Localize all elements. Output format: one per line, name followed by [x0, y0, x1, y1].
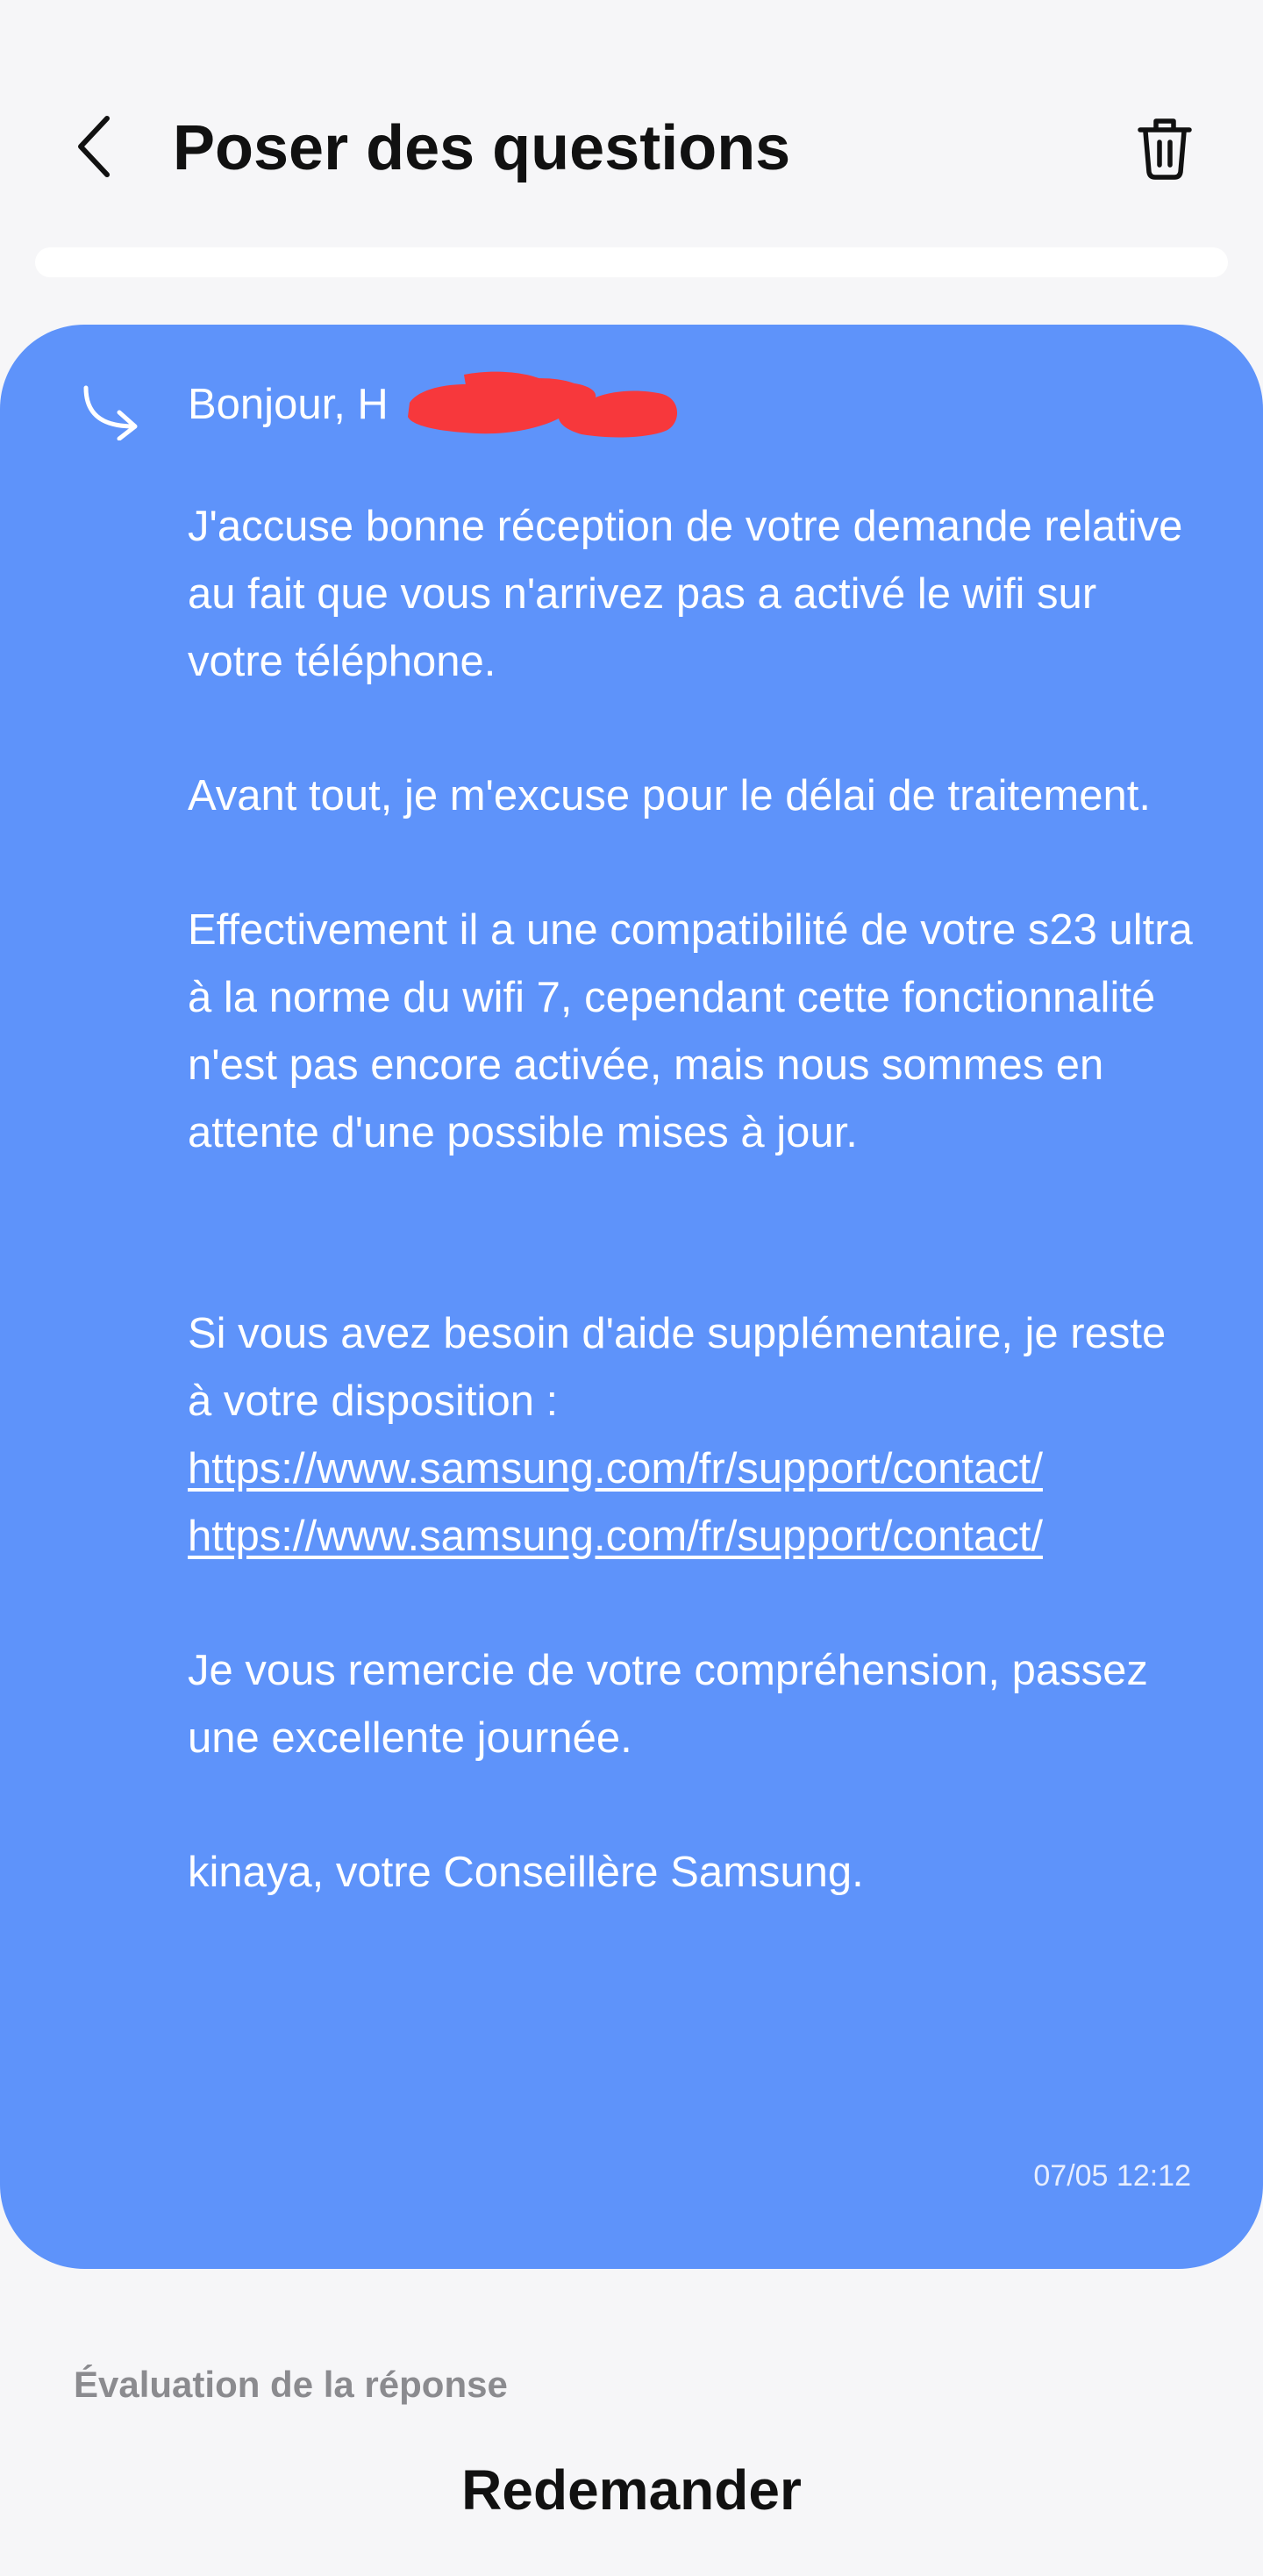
- delete-button[interactable]: [1131, 111, 1198, 186]
- redaction-mark: [403, 368, 685, 441]
- support-link-1[interactable]: https://www.samsung.com/fr/support/contact/: [188, 1445, 1043, 1492]
- paragraph-acknowledgement: J'accuse bonne réception de votre demande relative au fait que vous n'arrivez pas a activé le wifi sur votre téléphone.: [188, 503, 1183, 685]
- reply-arrow-icon: [81, 383, 144, 440]
- help-text: Si vous avez besoin d'aide supplémentaire, je reste à votre disposition :: [188, 1310, 1167, 1425]
- rating-label: Évaluation de la réponse: [74, 2364, 508, 2405]
- paragraph-apology: Avant tout, je m'excuse pour le délai de traitement.: [188, 772, 1151, 819]
- back-button[interactable]: [63, 107, 125, 186]
- message-timestamp: 07/05 12:12: [1033, 2159, 1191, 2193]
- paragraph-thanks: Je vous remercie de votre compréhension, passez une excellente journée.: [188, 1647, 1148, 1762]
- ask-again-button[interactable]: Redemander: [461, 2458, 802, 2522]
- paragraph-signature: kinaya, votre Conseillère Samsung.: [188, 1849, 864, 1896]
- header-bar: [0, 0, 1263, 246]
- support-link-2[interactable]: https://www.samsung.com/fr/support/contact/: [188, 1513, 1043, 1560]
- page-title: Poser des questions: [173, 113, 791, 183]
- chevron-left-icon: [74, 113, 114, 180]
- trash-icon: [1137, 116, 1193, 181]
- paragraph-compatibility: Effectivement il a une compatibilité de votre s23 ultra à la norme du wifi 7, cependant cette fonctionnalité n'est pas encore activée, mais nous sommes en attente d'une possible mises à jour.: [188, 906, 1193, 1156]
- greeting-line: [188, 369, 1196, 440]
- greeting-text: Bonjour, H: [188, 380, 389, 428]
- paragraph-help: [188, 1300, 1196, 1571]
- previous-message-edge: [35, 247, 1228, 277]
- response-message: [188, 369, 1196, 1973]
